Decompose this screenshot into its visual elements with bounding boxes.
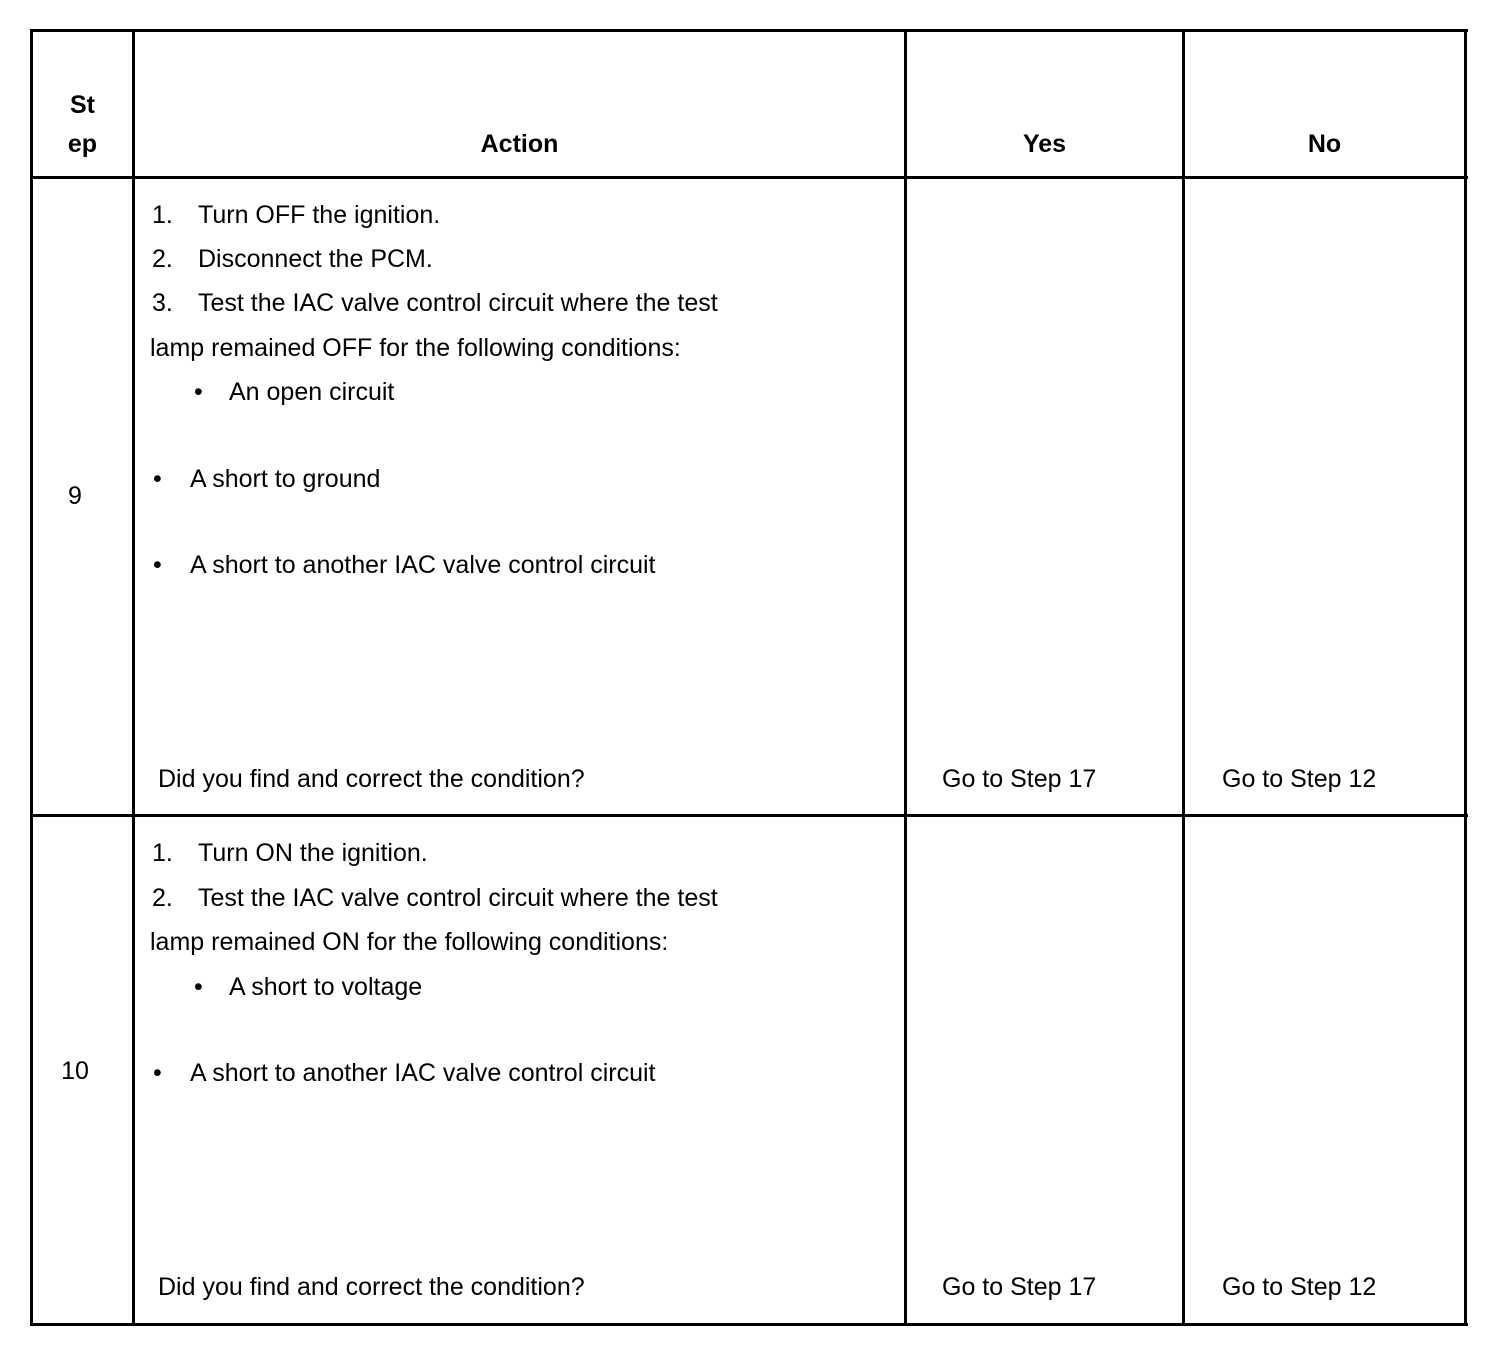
bullet-icon: • [153,551,162,579]
action-line: lamp remained ON for the following conditions: [150,928,669,956]
column-divider-action [904,29,907,1326]
table-border-left [30,29,33,1326]
step-number: 9 [68,482,82,510]
bullet-text: A short to another IAC valve control circuit [190,1059,656,1087]
row-divider [30,814,1468,817]
bullet-icon: • [194,973,203,1001]
action-question: Did you find and correct the condition? [158,765,585,793]
action-line: Test the IAC valve control circuit where the test [198,884,718,912]
action-line: Disconnect the PCM. [198,245,433,273]
table-border-bottom [30,1323,1468,1326]
header-no: No [1307,130,1342,158]
header-divider [30,176,1468,179]
header-action: Action [480,130,559,158]
bullet-icon: • [153,465,162,493]
bullet-text: A short to another IAC valve control circuit [190,551,656,579]
action-step-number: 2. [152,884,173,912]
no-result: Go to Step 12 [1222,765,1377,793]
header-yes: Yes [1022,130,1067,158]
table-border-top [30,29,1468,32]
action-step-number: 1. [152,201,173,229]
action-line: Test the IAC valve control circuit where the test [198,289,718,317]
yes-result: Go to Step 17 [942,1273,1097,1301]
step-number: 10 [61,1057,89,1085]
action-step-number: 1. [152,839,173,867]
column-divider-yes [1182,29,1185,1326]
action-question: Did you find and correct the condition? [158,1273,585,1301]
action-line: Turn OFF the ignition. [198,201,441,229]
table-border-right [1464,29,1467,1326]
bullet-icon: • [153,1059,162,1087]
bullet-icon: • [194,378,203,406]
no-result: Go to Step 12 [1222,1273,1377,1301]
bullet-text: A short to ground [190,465,381,493]
header-step-line1: St [70,91,95,119]
action-line: lamp remained OFF for the following conditions: [150,334,681,362]
bullet-text: An open circuit [229,378,395,406]
action-step-number: 2. [152,245,173,273]
yes-result: Go to Step 17 [942,765,1097,793]
bullet-text: A short to voltage [229,973,423,1001]
column-divider-step [132,29,135,1326]
action-line: Turn ON the ignition. [198,839,428,867]
header-step-line2: ep [67,130,98,158]
action-step-number: 3. [152,289,173,317]
